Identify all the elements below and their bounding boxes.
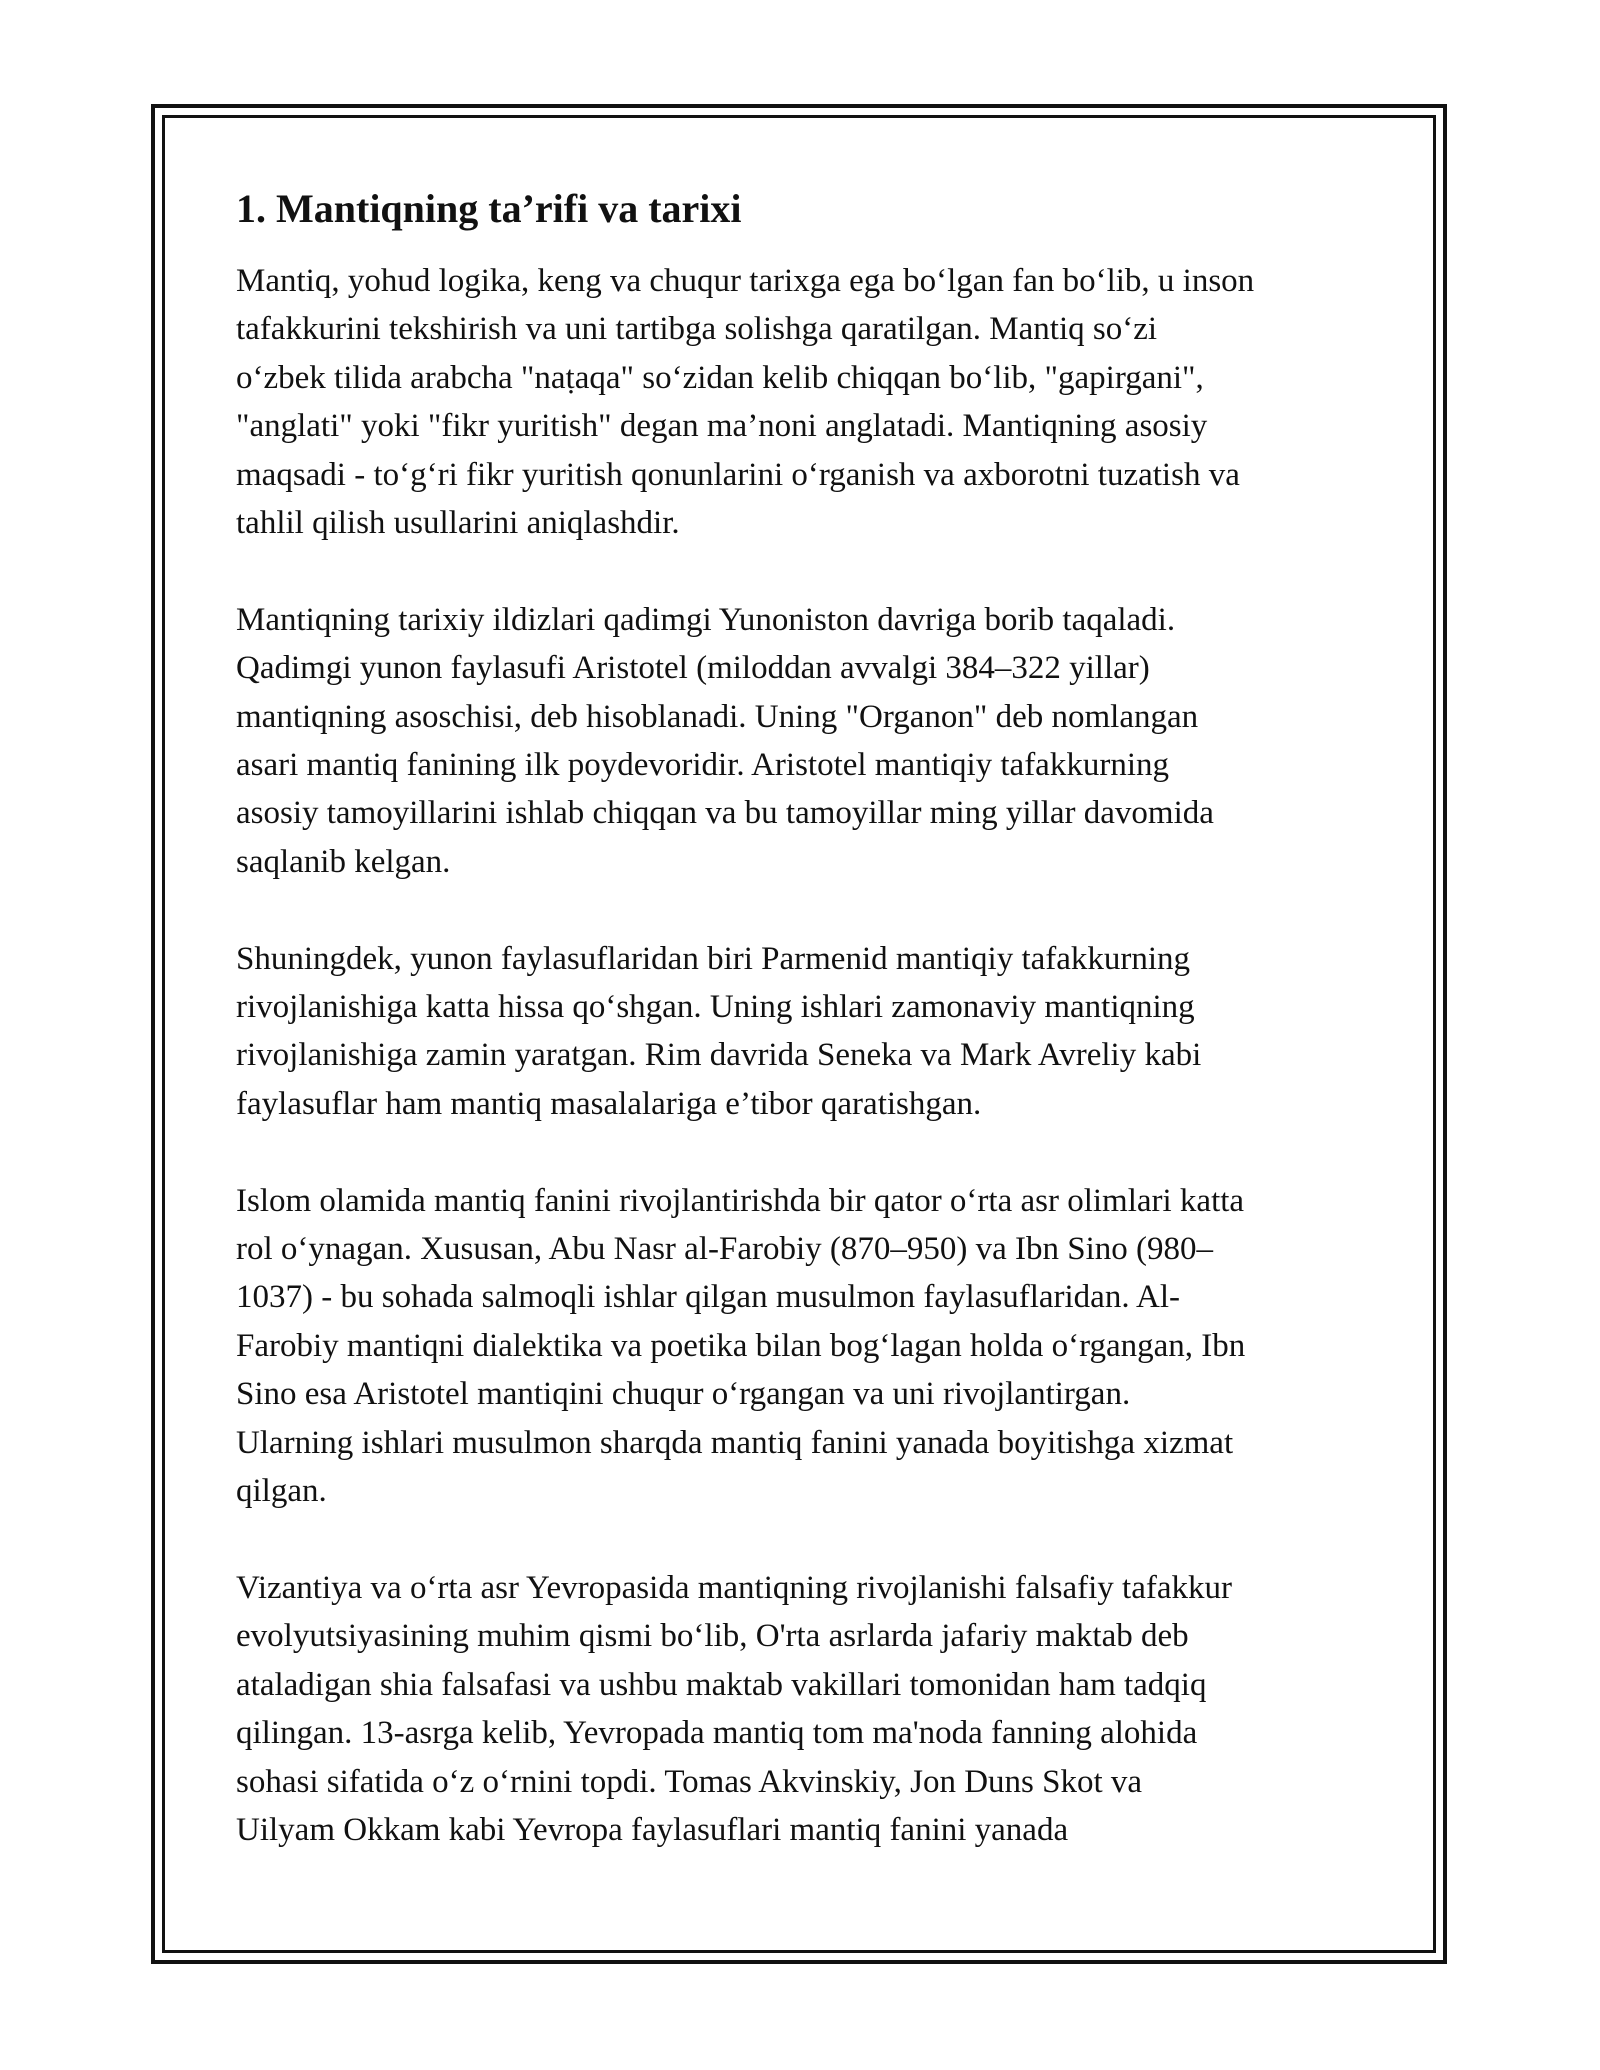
- paragraph-line: Mantiq, yohud logika, keng va chuqur tarixga ega bo‘lgan fan bo‘lib, u inson: [236, 263, 1255, 299]
- paragraph-line: Uilyam Okkam kabi Yevropa faylasuflari mantiq fanini yanada: [236, 1811, 1069, 1848]
- paragraph-line: faylasuflar ham mantiq masalalariga e’tibor qaratishgan.: [236, 1085, 982, 1122]
- paragraph-list: [236, 257, 1376, 1854]
- paragraph-line: qilgan.: [236, 1473, 327, 1510]
- paragraph-line: asari mantiq fanining ilk poydevoridir. Aristotel mantiqiy tafakkurning: [236, 747, 1169, 784]
- paragraph-line: Islom olamida mantiq fanini rivojlantirishda bir qator o‘rta asr olimlari katta: [236, 1182, 1245, 1219]
- paragraph-line: Qadimgi yunon faylasufi Aristotel (miloddan avvalgi 384–322 yillar): [236, 650, 1150, 687]
- paragraph-line: Sino esa Aristotel mantiqini chuqur o‘rgangan va uni rivojlantirgan.: [236, 1376, 1131, 1413]
- section-title: 1. Mantiqning ta’rifi va tarixi: [236, 186, 742, 231]
- paragraph-line: Mantiqning tarixiy ildizlari qadimgi Yunoniston davriga borib taqaladi.: [236, 601, 1176, 638]
- paragraph: [236, 257, 1376, 547]
- paragraph-line: asosiy tamoyillarini ishlab chiqqan va bu tamoyillar ming yillar davomida: [236, 795, 1214, 832]
- paragraph-line: saqlanib kelgan.: [236, 843, 451, 880]
- paragraph: [236, 1177, 1376, 1516]
- paragraph-line: o‘zbek tilida arabcha "naṭaqa" so‘zidan kelib chiqqan bo‘lib, "gapirgani",: [236, 359, 1204, 396]
- paragraph-line: Farobiy mantiqni dialektika va poetika bilan bog‘lagan holda o‘rgangan, Ibn: [236, 1327, 1246, 1364]
- paragraph-line: sohasi sifatida o‘z o‘rnini topdi. Tomas Akvinskiy, Jon Duns Skot va: [236, 1763, 1143, 1800]
- paragraph-line: Vizantiya va o‘rta asr Yevropasida mantiqning rivojlanishi falsafiy tafakkur: [236, 1569, 1232, 1606]
- paragraph-line: mantiqning asoschisi, deb hisoblanadi. Uning "Organon" deb nomlangan: [236, 698, 1199, 735]
- paragraph: [236, 1564, 1376, 1854]
- paragraph-line: Shuningdek, yunon faylasuflaridan biri Parmenid mantiqiy tafakkurning: [236, 940, 1191, 977]
- paragraph-line: "anglati" yoki "fikr yuritish" degan ma’noni anglatadi. Mantiqning asosiy: [236, 408, 1208, 445]
- paragraph-line: Ularning ishlari musulmon sharqda mantiq fanini yanada boyitishga xizmat: [236, 1424, 1234, 1461]
- paragraph-line: rol o‘ynagan. Xususan, Abu Nasr al-Farobiy (870–950) va Ibn Sino (980–: [236, 1231, 1214, 1268]
- paragraph-line: rivojlanishiga katta hissa qo‘shgan. Uning ishlari zamonaviy mantiqning: [236, 989, 1195, 1026]
- paragraph-line: qilingan. 13-asrga kelib, Yevropada mantiq tom ma'noda fanning alohida: [236, 1715, 1198, 1752]
- paragraph-line: tahlil qilish usullarini aniqlashdir.: [236, 505, 680, 542]
- paragraph: [236, 935, 1376, 1129]
- paragraph-line: maqsadi - to‘g‘ri fikr yuritish qonunlarini o‘rganish va axborotni tuzatish va: [236, 456, 1240, 493]
- paragraph-line: tafakkurini tekshirish va uni tartibga solishga qaratilgan. Mantiq so‘zi: [236, 311, 1158, 348]
- document-body: [236, 183, 1376, 1903]
- paragraph-line: rivojlanishiga zamin yaratgan. Rim davrida Seneka va Mark Avreliy kabi: [236, 1037, 1202, 1074]
- paragraph: [236, 596, 1376, 886]
- paragraph-line: 1037) - bu sohada salmoqli ishlar qilgan musulmon faylasuflaridan. Al-: [236, 1279, 1180, 1316]
- paragraph-line: evolyutsiyasining muhim qismi bo‘lib, O'rta asrlarda jafariy maktab deb: [236, 1618, 1189, 1655]
- paragraph-line: ataladigan shia falsafasi va ushbu maktab vakillari tomonidan ham tadqiq: [236, 1666, 1207, 1703]
